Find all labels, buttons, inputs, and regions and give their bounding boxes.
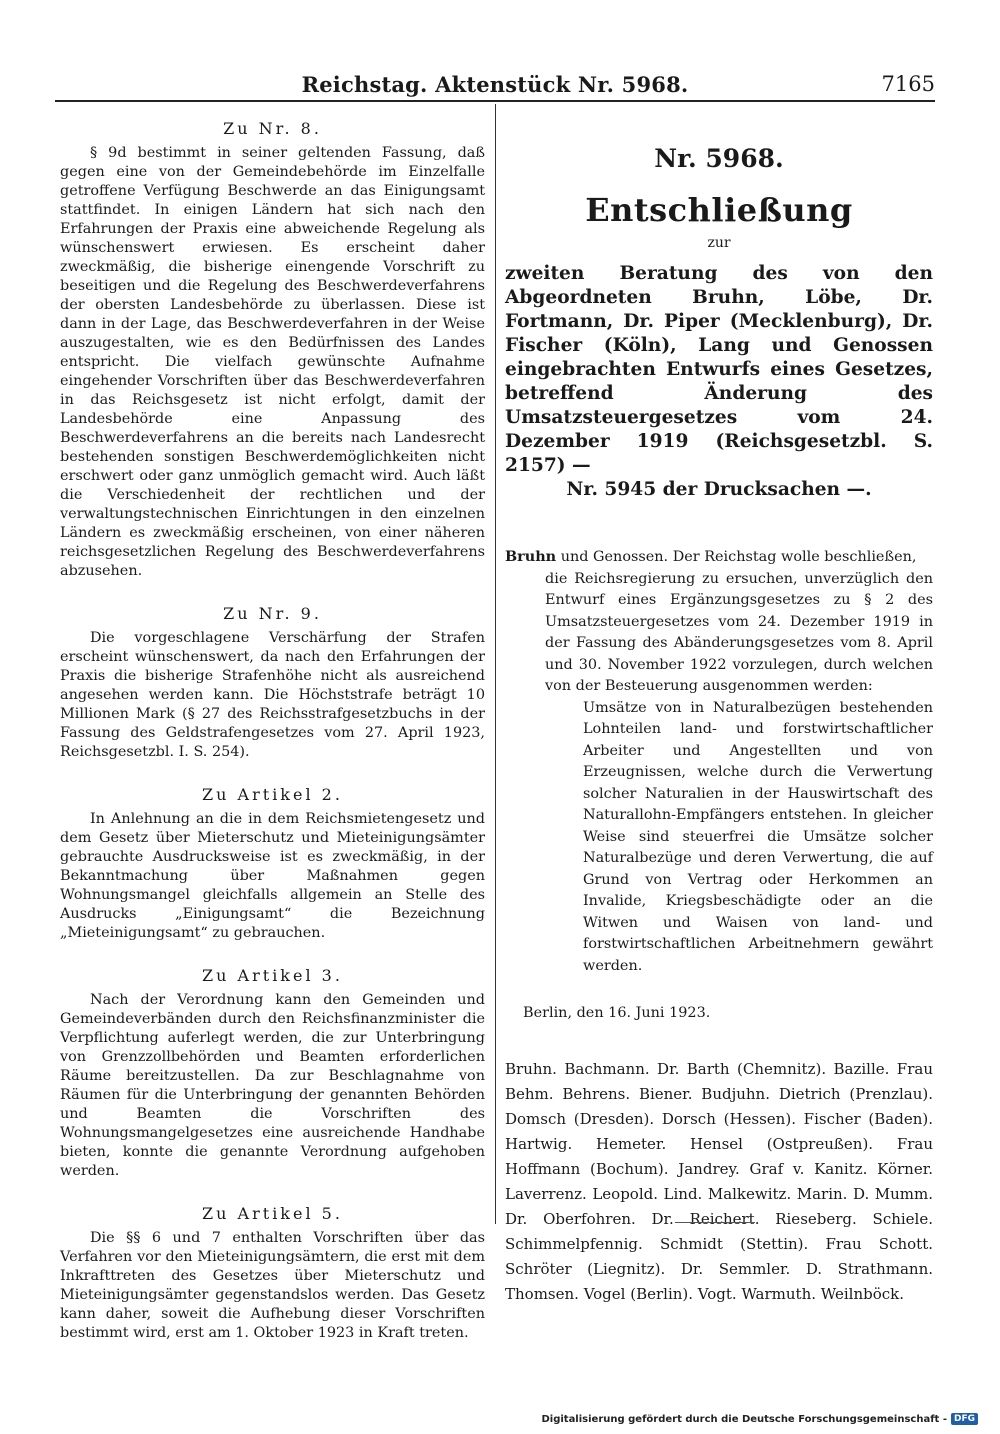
section-heading: Zu Artikel 5. [202,1204,343,1223]
footer-text: Digitalisierung gefördert durch die Deutsche Forschungsgemeinschaft - [541,1413,947,1425]
section-heading: Zu Nr. 8. [223,119,322,138]
document-title: Entschließung [585,191,853,229]
header-rule [55,100,935,102]
section-text: In Anlehnung an die in dem Reichsmietengesetz und dem Gesetz über Mieterschutz und Mieteinigungsämter gebrauchte Ausdrucksweise ist es zweckmäßig, in der Bekanntmachung über Maßnahmen gegen Wohnungsmangel gleichfalls allgemein an Stelle des Ausdrucks „Einigungsamt“ die Bezeichnung „Mieteinigungsamt“ zu gebrauchen. [60,811,485,941]
end-rule [675,1222,755,1223]
section-text: Die §§ 6 und 7 enthalten Vorschriften über das Verfahren vor den Mieteinigungsämtern, die erst mit dem Inkrafttreten des Gesetzes über Mieterschutz und Mieteinigungsämter gegenstandslos werden. Das Gesetz kann daher, soweit die Aufhebung dieser Vorschriften bestimmt wird, erst am 1. Oktober 1923 in Kraft treten. [60,1230,485,1341]
section-zu-artikel-2 [60,784,485,943]
document-number: Nr. 5968. [654,144,784,173]
document-subtitle [505,262,933,502]
motion-body: die Reichsregierung zu ersuchen, unverzüglich den Entwurf eines Ergänzungsgesetzes zu § 2 des Umsatzsteuergesetzes vom 24. Dezember 1919 in der Fassung des Abänderungsgesetzes vom 8. April und 30. November 1922 vorzulegen, durch welchen von der Besteuerung ausgenommen werden: [545,570,933,694]
column-divider [495,104,496,1224]
section-heading: Zu Artikel 2. [202,785,343,804]
signatories: Bruhn. Bachmann. Dr. Barth (Chemnitz). Bazille. Frau Behm. Behrens. Biener. Budjuhn. Dietrich (Prenzlau). Domsch (Dresden). Dorsch (Hessen). Fischer (Baden). Hartwig. Hemeter. Hensel (Ostpreußen). Frau Hoffmann (Bochum). Jandrey. Graf v. Kanitz. Körner. Laverrenz. Leopold. Lind. Malkewitz. Marin. D. Mumm. Dr. Oberfohren. Dr. Reichert. Rieseberg. Schiele. Schimmelpfennig. Schmidt (Stettin). Frau Schott. Schröter (Liegnitz). Dr. Semmler. D. Strathmann. Thomsen. Vogel (Berlin). Vogt. Warmuth. Weilnböck. [505,1060,933,1303]
dfg-logo: DFG [951,1413,978,1425]
motion-lead-name: Bruhn [505,548,557,565]
page-header [55,72,935,102]
section-zu-nr-8 [60,118,485,581]
motion-lead [505,546,933,569]
section-text: § 9d bestimmt in seiner geltenden Fassung, daß gegen eine von der Gemeindebehörde im Einzelfalle getroffene Verfügung Beschwerde an das Einigungsamt stattfindet. In einigen Ländern hat sich nach den Erfahrungen der Praxis eine abweichende Regelung als wünschenswert erwiesen. Es erscheint daher zweckmäßig, die bisherige einengende Vorschrift zu beseitigen und die Regelung des Beschwerdeverfahrens der obersten Landesbehörde zu überlassen. Diese ist dann in der Lage, das Beschwerdeverfahren in der Weise auszugestalten, wie es den Bedürfnissen des Landes entspricht. Die vielfach gewünschte Aufnahme eingehender Vorschriften über das Beschwerdeverfahren in das Reichsgesetz ist nicht erfolgt, damit der Landesbehörde eine Anpassung des Beschwerdeverfahrens an die bereits nach Landesrecht bestehenden sonstigen Beschwerdemöglichkeiten nicht erschwert oder ganz unmöglich gemacht wird. Auch läßt die Verschiedenheit der rechtlichen und der verwaltungstechnischen Einrichtungen in den einzelnen Ländern es zweckmäßig erscheinen, von einer näheren reichsgesetzlichen Regelung des Beschwerdeverfahrens abzusehen. [60,145,485,579]
section-heading: Zu Nr. 9. [223,604,322,623]
right-column [505,144,933,1307]
place-date: Berlin, den 16. Juni 1923. [523,1005,711,1021]
section-text: Die vorgeschlagene Verschärfung der Strafen erscheint wünschenswert, da nach den Erfahrungen der Praxis die bisherige Strafenhöhe nicht als ausreichend angesehen werden kann. Die Höchststrafe beträgt 10 Millionen Mark (§ 27 des Reichsstrafgesetzbuchs in der Fassung des Geldstrafengesetzes vom 27. April 1923, Reichsgesetzbl. I. S. 254). [60,630,485,760]
motion-quote: Umsätze von in Naturalbezügen bestehenden Lohnteilen land- und forstwirtschaftlicher Arbeiter und Angestellten und von Erzeugnissen, welche durch die Verwertung solcher Naturalien in der Hauswirtschaft des Naturallohn-Empfängers entstehen. In gleicher Weise sind steuerfrei die Umsätze solcher Naturalbezüge und deren Verwertung, die auf Grund von Vertrag oder Herkommen an Invalide, Kriegsbeschädigte oder an die Witwen und Waisen von land- und forstwirtschaftlichen Arbeitnehmern gewährt werden. [583,699,933,974]
subtitle-text: zweiten Beratung des von den Abgeordneten Bruhn, Löbe, Dr. Fortmann, Dr. Piper (Mecklenburg), Dr. Fischer (Köln), Lang und Genossen eingebrachten Entwurfs eines Gesetzes, betreffend Änderung des Umsatzsteuergesetzes vom 24. Dezember 1919 (Reichsgesetzbl. S. 2157) — [505,263,933,476]
section-zu-artikel-5 [60,1203,485,1343]
motion-lead-rest: und Genossen. Der Reichstag wolle beschließen, [560,549,917,565]
section-zu-artikel-3 [60,965,485,1181]
digitization-footer [541,1413,978,1425]
header-title: Reichstag. Aktenstück Nr. 5968. [301,72,689,97]
page-number: 7165 [881,72,935,96]
document-zur: zur [707,235,731,251]
section-zu-nr-9 [60,603,485,762]
section-heading: Zu Artikel 3. [202,966,343,985]
subtitle-last-line: Nr. 5945 der Drucksachen —. [566,479,872,500]
left-column [60,118,485,1343]
motion [505,546,933,977]
section-text: Nach der Verordnung kann den Gemeinden und Gemeindeverbänden durch den Reichsfinanzminister die Verpflichtung auferlegt werden, die zur Unterbringung von Grenzzollbehörden und Beamten erforderlichen Räume bereitzustellen. Da zur Beschlagnahme von Räumen für die Unterbringung der genannten Behörden und Beamten die Vorschriften des Wohnungsmangelgesetzes eine ausreichende Handhabe bieten, konnte die genannte Verordnung aufgehoben werden. [60,992,485,1179]
